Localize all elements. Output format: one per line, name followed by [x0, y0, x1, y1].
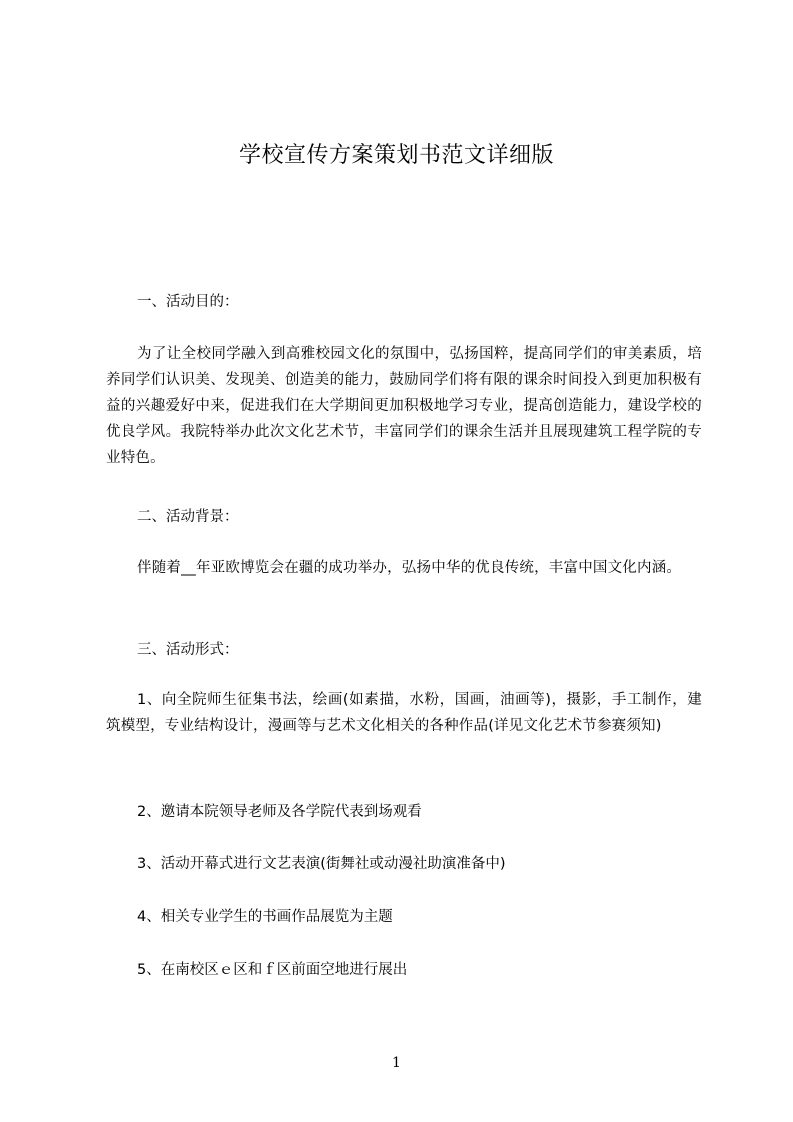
- section-body-format-item-1: 1、向全院师生征集书法，绘画(如素描，水粉，国画，油画等)，摄影，手工制作，建筑模型，专业结构设计，漫画等与艺术文化相关的各种作品(详见文化艺术节参赛须知): [106, 692, 702, 734]
- section-body-background: 伴随着__年亚欧博览会在疆的成功举办，弘扬中华的优良传统，丰富中国文化内涵。: [137, 560, 682, 576]
- format-item-3: 3、活动开幕式进行文艺表演(街舞社或动漫社助演准备中): [137, 856, 506, 872]
- section-heading-format: 三、活动形式：: [137, 642, 239, 658]
- format-item-2: 2、邀请本院领导老师及各学院代表到场观看: [137, 804, 422, 820]
- format-item-5: 5、在南校区ｅ区和ｆ区前面空地进行展出: [137, 962, 408, 978]
- section-heading-purpose: 一、活动目的：: [137, 294, 239, 310]
- section-body-purpose: 为了让全校同学融入到高雅校园文化的氛围中，弘扬国粹，提高同学们的审美素质，培养同学们认识美、发现美、创造美的能力，鼓励同学们将有限的课余时间投入到更加积极有益的兴趣爱好中来，促进我们在大学期间更加积极地学习专业，提高创造能力，建设学校的优良学风。我院特举办此次文化艺术节，丰富同学们的课余生活并且展现建筑工程学院的专业特色。: [106, 346, 702, 466]
- section-heading-background: 二、活动背景：: [137, 509, 239, 525]
- format-item-4: 4、相关专业学生的书画作品展览为主题: [137, 909, 393, 925]
- page-number: 1: [392, 1055, 401, 1071]
- document-title: 学校宣传方案策划书范文详细版: [238, 143, 554, 168]
